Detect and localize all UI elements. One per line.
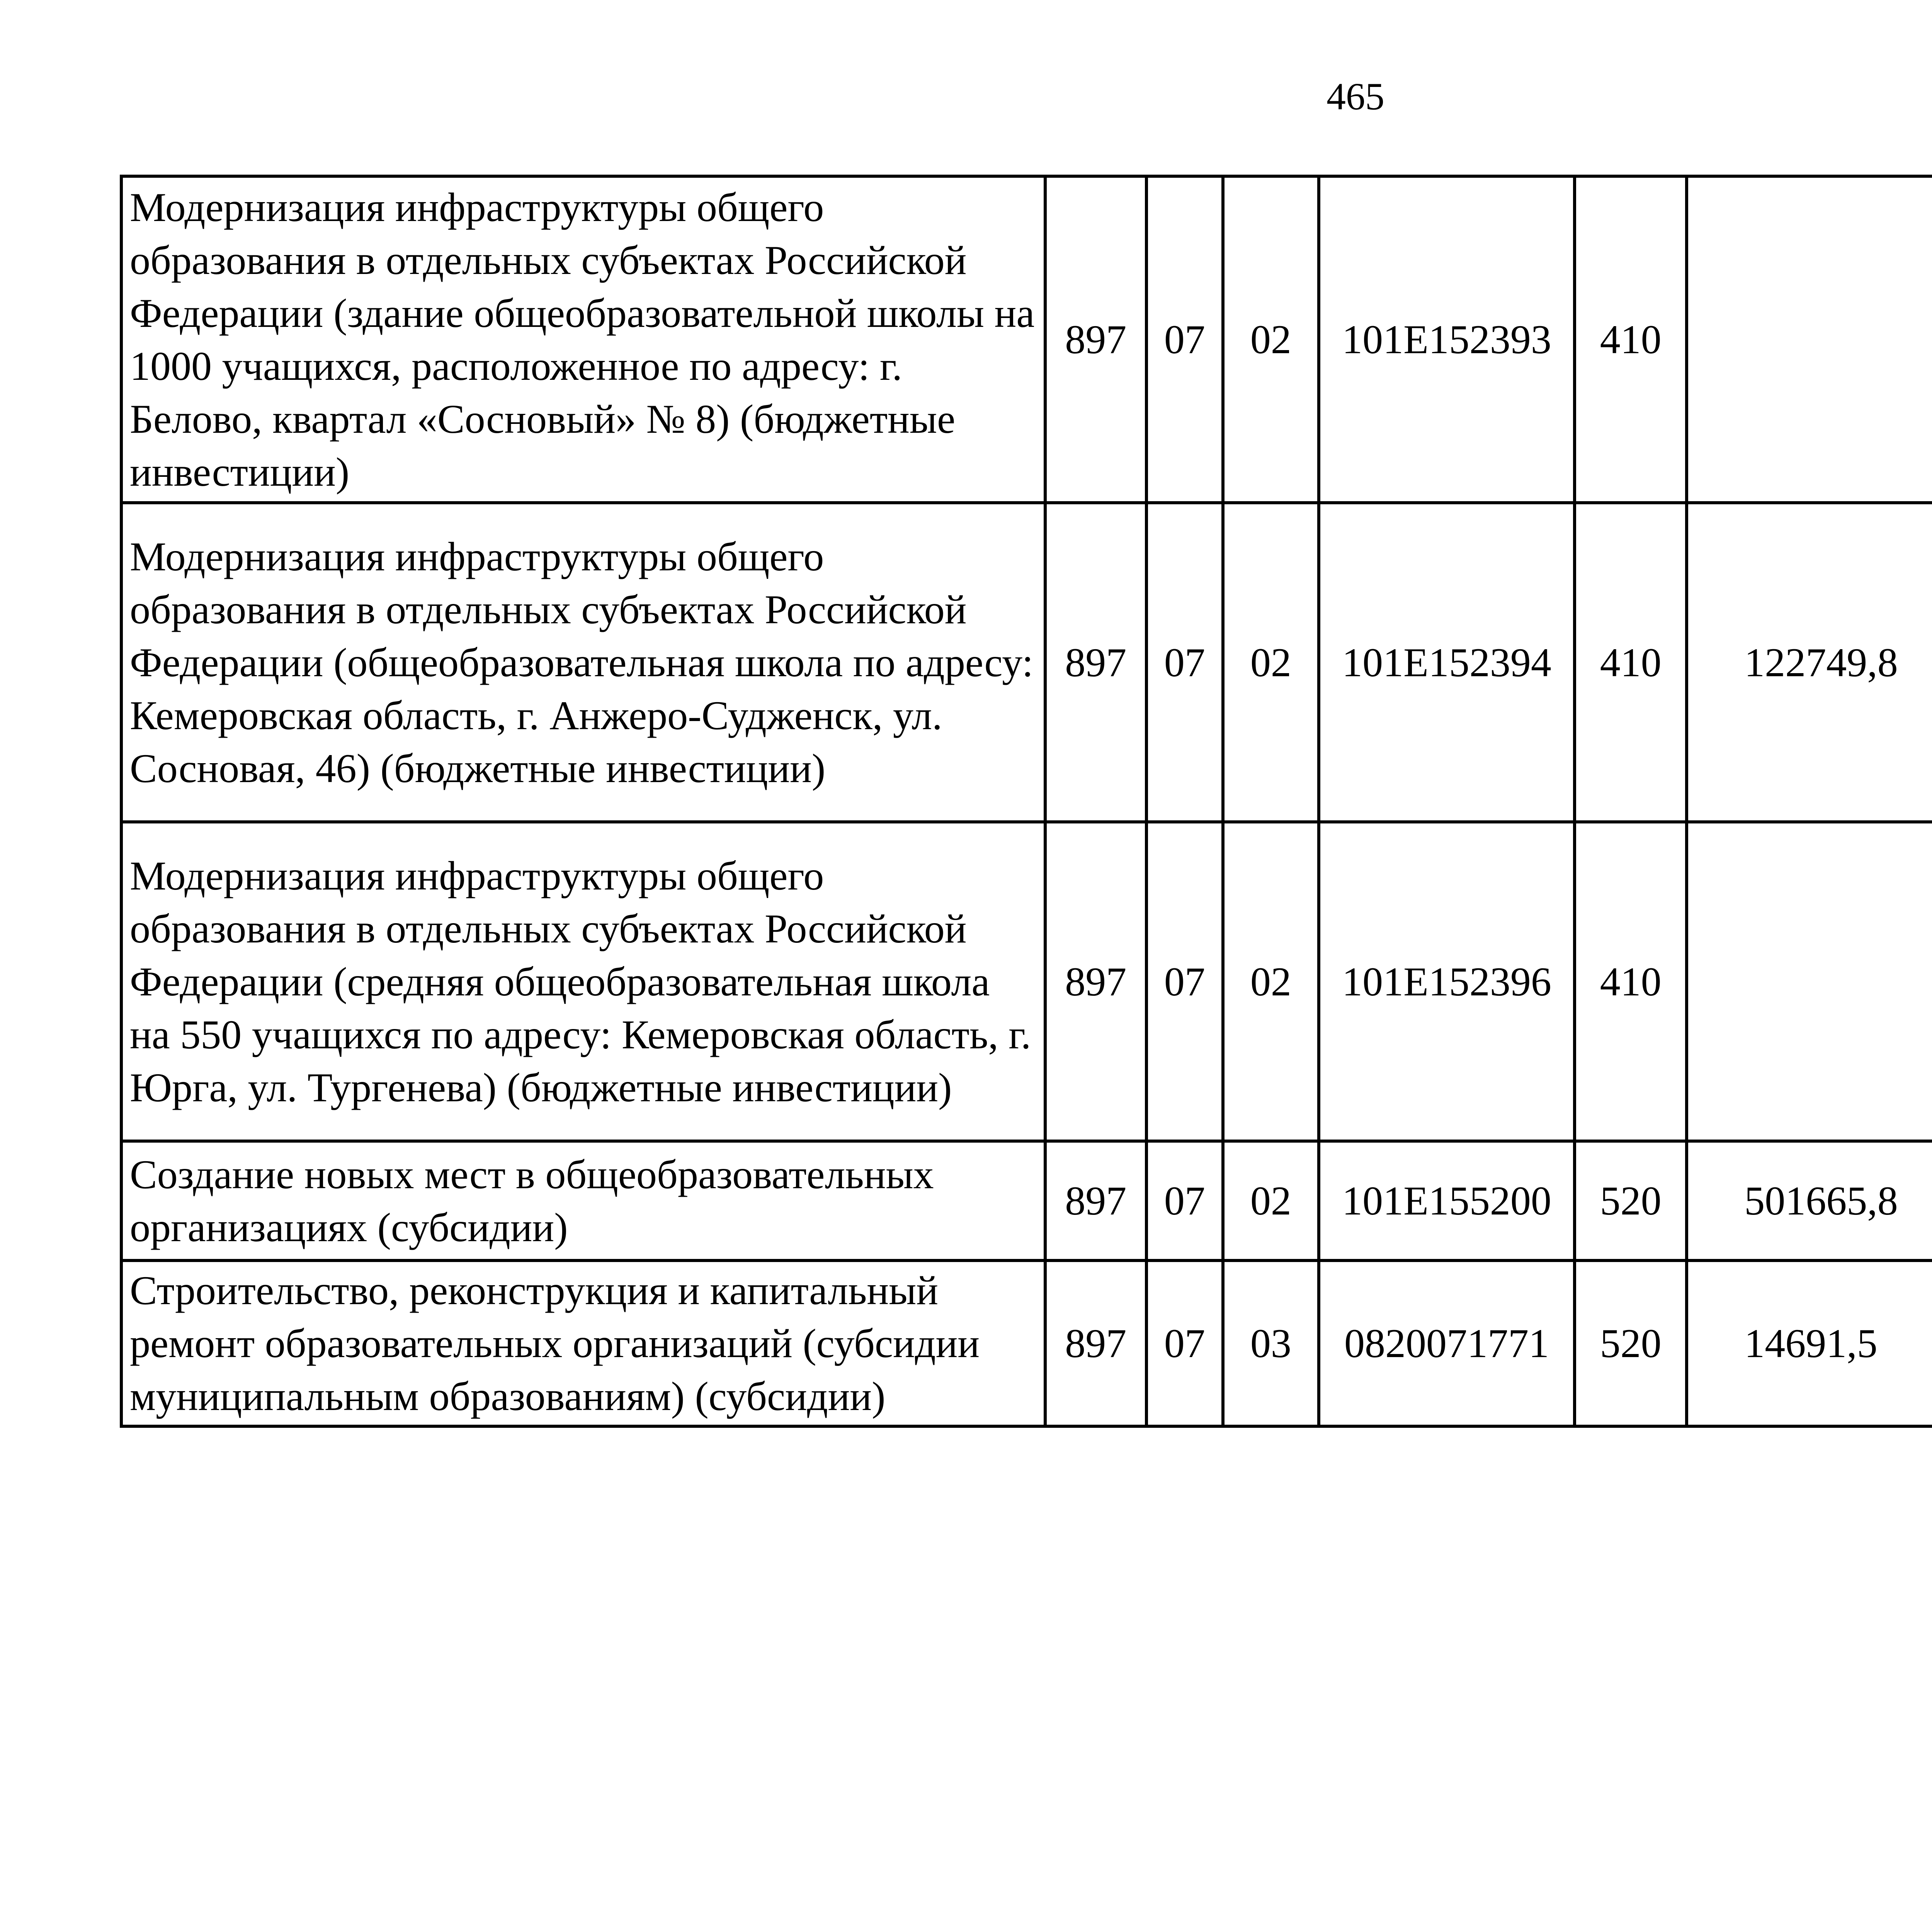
ministry-code: 897	[1045, 1260, 1146, 1426]
target-article-code: 101E152396	[1319, 822, 1575, 1141]
ministry-code: 897	[1045, 1141, 1146, 1260]
subsection-code: 02	[1223, 822, 1319, 1141]
table-row	[121, 176, 1932, 503]
amount-1: 501665,8	[1687, 1141, 1932, 1260]
ministry-code: 897	[1045, 503, 1146, 822]
expense-type-code: 410	[1575, 176, 1687, 503]
subsection-code: 02	[1223, 503, 1319, 822]
expense-type-code: 520	[1575, 1141, 1687, 1260]
row-name: Модернизация инфраструктуры общего образования в отдельных субъектах Российской Федерации (средняя общеобразовательная школа на 550 учащихся по адресу: Кемеровская область, г. Юрга, ул. Тургенева) (бюджетные инвестиции)	[121, 822, 1045, 1141]
expense-type-code: 410	[1575, 503, 1687, 822]
row-name: Создание новых мест в общеобразовательных организациях (субсидии)	[121, 1141, 1045, 1260]
table-row	[121, 1141, 1932, 1260]
subsection-code: 02	[1223, 176, 1319, 503]
target-article-code: 101E152393	[1319, 176, 1575, 503]
subsection-code: 03	[1223, 1260, 1319, 1426]
amount-1	[1687, 822, 1932, 1141]
ministry-code: 897	[1045, 822, 1146, 1141]
table-row	[121, 503, 1932, 822]
target-article-code: 0820071771	[1319, 1260, 1575, 1426]
expense-type-code: 410	[1575, 822, 1687, 1141]
row-name: Модернизация инфраструктуры общего образования в отдельных субъектах Российской Федерации (здание общеобразовательной школы на 1000 учащихся, расположенное по адресу: г. Белово, квартал «Сосновый» № 8) (бюджетные инвестиции)	[121, 176, 1045, 503]
amount-1	[1687, 176, 1932, 503]
target-article-code: 101E155200	[1319, 1141, 1575, 1260]
subsection-code: 02	[1223, 1141, 1319, 1260]
amount-1: 14691,5	[1687, 1260, 1932, 1426]
table-row	[121, 822, 1932, 1141]
ministry-code: 897	[1045, 176, 1146, 503]
target-article-code: 101E152394	[1319, 503, 1575, 822]
budget-table	[120, 175, 1932, 1428]
expense-type-code: 520	[1575, 1260, 1687, 1426]
section-code: 07	[1146, 1141, 1223, 1260]
amount-1: 122749,8	[1687, 503, 1932, 822]
page-number: 465	[1327, 75, 1384, 118]
row-name: Строительство, реконструкция и капитальный ремонт образовательных организаций (субсидии муниципальным образованиям) (субсидии)	[121, 1260, 1045, 1426]
section-code: 07	[1146, 1260, 1223, 1426]
section-code: 07	[1146, 176, 1223, 503]
section-code: 07	[1146, 503, 1223, 822]
table-row	[121, 1260, 1932, 1426]
section-code: 07	[1146, 822, 1223, 1141]
row-name: Модернизация инфраструктуры общего образования в отдельных субъектах Российской Федерации (общеобразовательная школа по адресу: Кемеровская область, г. Анжеро-Судженск, ул. Сосновая, 46) (бюджетные инвестиции)	[121, 503, 1045, 822]
